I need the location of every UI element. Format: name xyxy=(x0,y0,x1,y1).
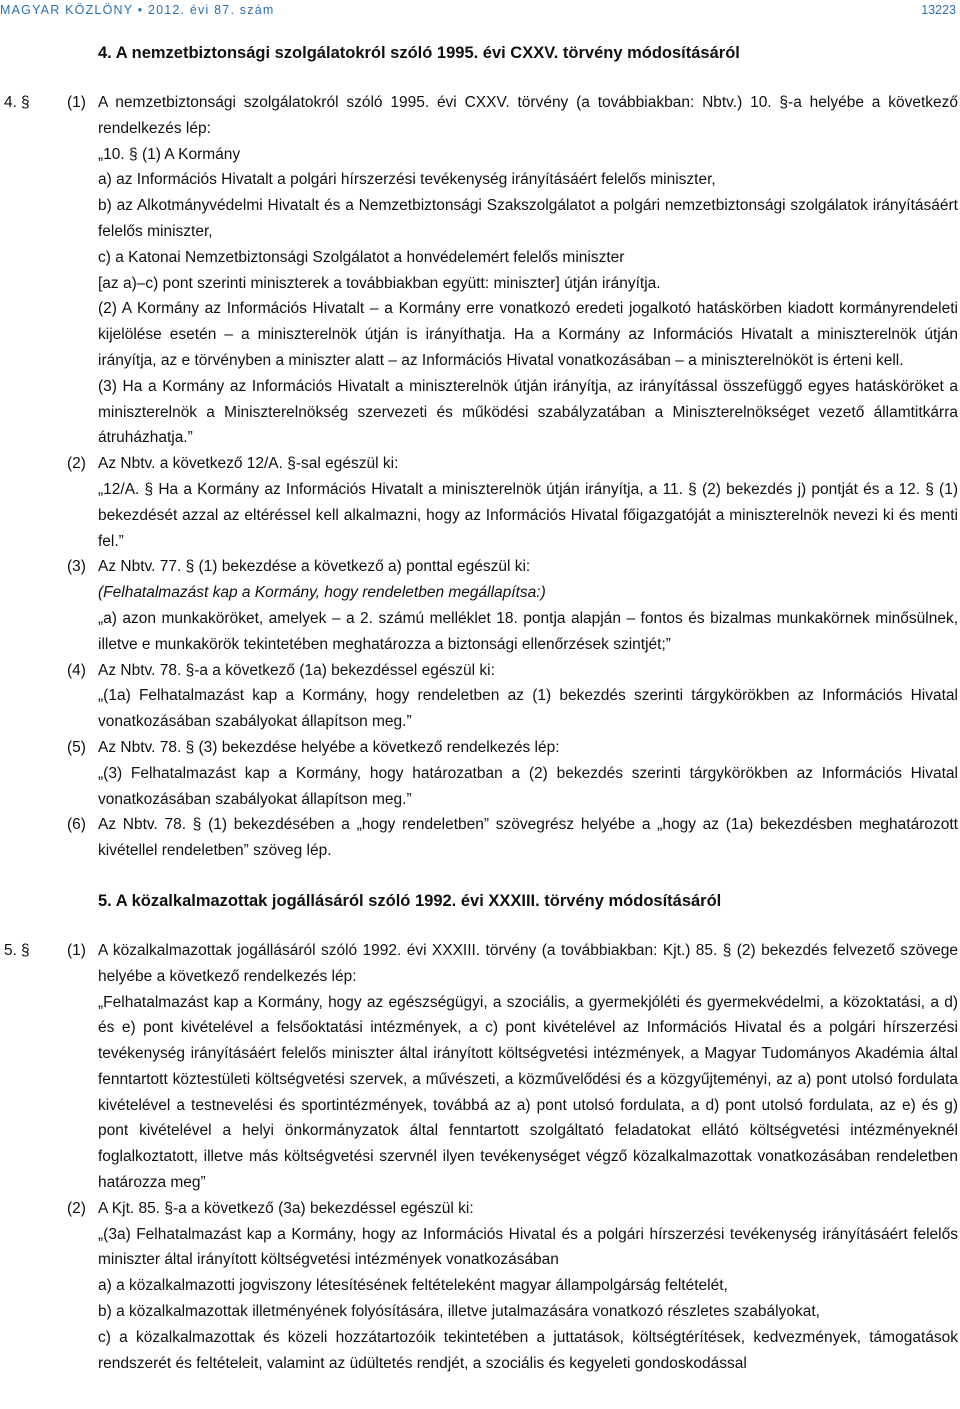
section-4-paragraph-3 xyxy=(0,554,960,657)
paragraph-intro: A nemzetbiztonsági szolgálatokról szóló 1995. évi CXXV. törvény (a továbbiakban: Nbtv.) 10. §-a helyébe a következő rendelkezés lép: xyxy=(98,94,958,137)
paragraph-text: Az Nbtv. 78. § (1) bekezdésében a „hogy rendeletben” szövegrész helyébe a „hogy az (1a) bekezdésben meghatározott kivétellel rendeletben” szöveg lép. xyxy=(98,816,958,860)
section-heading-5: 5. A közalkalmazottak jogállásáról szóló 1992. évi XXXIII. törvény módosításáról xyxy=(98,891,722,910)
paragraph-number: (5) xyxy=(67,738,86,756)
quoted-line: „10. § (1) A Kormány xyxy=(98,145,241,163)
section-symbol: § xyxy=(21,941,30,959)
section-number: 4. xyxy=(4,94,17,111)
paragraph-intro: Az Nbtv. a következő 12/A. §-sal egészül ki: xyxy=(98,455,399,473)
paragraph-intro: A Kjt. 85. §-a a következő (3a) bekezdéssel egészül ki: xyxy=(98,1199,474,1217)
paragraph-number: (4) xyxy=(67,661,86,679)
section-4-paragraph-4 xyxy=(0,658,960,735)
section-4-paragraph-5 xyxy=(0,735,960,812)
italic-context: (Felhatalmazást kap a Kormány, hogy rendeletben megállapítsa:) xyxy=(98,584,546,602)
section-4-paragraph-2 xyxy=(0,451,960,554)
quoted-line: c) a Katonai Nemzetbiztonsági Szolgálatot a honvédelemért felelős miniszter xyxy=(98,248,625,266)
paragraph-intro: Az Nbtv. 78. §-a a következő (1a) bekezdéssel egészül ki: xyxy=(98,661,495,679)
page-header xyxy=(0,0,960,17)
section-5-paragraph-2 xyxy=(0,1196,960,1377)
quoted-line: „(3a) Felhatalmazást kap a Kormány, hogy az Információs Hivatal és a polgári hírszerzési tevékenység irányításáért felelős miniszter által irányított költségvetési intézmények vonatkozásában xyxy=(98,1225,958,1269)
quoted-text: „12/A. § Ha a Kormány az Információs Hivatalt a miniszterelnök útján irányítja, a 11. § (2) bekezdés j) pontját és a 12. § (1) bekezdését azzal az eltéréssel kell alkalmazni, hogy az Információs Hivatal főigazgatóját a miniszterelnök nevezi ki és menti fel.” xyxy=(98,480,958,550)
section-5-paragraph-1 xyxy=(0,938,960,1196)
quoted-line: a) a közalkalmazotti jogviszony létesítésének feltételeként magyar állampolgárság feltételét, xyxy=(98,1277,728,1295)
paragraph-intro: A közalkalmazottak jogállásáról szóló 1992. évi XXXIII. törvény (a továbbiakban: Kjt.) 85. § (2) bekezdés felvezető szövege helyébe a következő rendelkezés lép: xyxy=(98,941,958,985)
section-number: 5. xyxy=(4,941,17,959)
paragraph-number: (2) xyxy=(67,1199,86,1217)
section-symbol: § xyxy=(21,94,30,111)
paragraph-number: (2) xyxy=(67,455,86,473)
quoted-text: „(1a) Felhatalmazást kap a Kormány, hogy rendeletben az (1) bekezdés szerinti tárgykörökben az Információs Hivatal vonatkozásában szabályokat állapítson meg.” xyxy=(98,687,958,731)
quoted-line: c) a közalkalmazottak és közeli hozzátartozóik tekintetében a juttatások, költségtérítések, kedvezmények, támogatások rendszerét és feltételeit, valamint az üdültetés rendjét, a szociális és kegyeleti gondoskodással xyxy=(98,1328,958,1372)
paragraph-number: (1) xyxy=(67,94,86,111)
quoted-line: (2) A Kormány az Információs Hivatalt – a Kormány erre vonatkozó eredeti jogalkotó hatáskörben kiadott kormányrendeleti kijelölése esetén – a miniszterelnök útján is irányíthatja. Ha a Kormány az Információs Hivatalt a miniszterelnök útján irányítja, az e törvényben a miniszter alatt – az Információs Hivatal vonatkozásában – a miniszterelnököt is érteni kell. xyxy=(98,300,958,369)
quoted-line: a) az Információs Hivatalt a polgári hírszerzési tevékenység irányításáért felelős miniszter, xyxy=(98,171,716,189)
section-4-paragraph-1 xyxy=(0,90,960,451)
quoted-line: [az a)–c) pont szerinti miniszterek a továbbiakban együtt: miniszter] útján irányítja. xyxy=(98,274,661,292)
quoted-text: „a) azon munkaköröket, amelyek – a 2. számú melléklet 18. pontja alapján – fontos és bizalmas munkakörnek minősülnek, illetve e munkakörök tekintetében meghatározza a biztonsági ellenőrzések szintjét;” xyxy=(98,609,958,653)
paragraph-intro: Az Nbtv. 77. § (1) bekezdése a következő a) ponttal egészül ki: xyxy=(98,558,531,576)
quoted-text: „(3) Felhatalmazást kap a Kormány, hogy határozatban a (2) bekezdés szerinti tárgykörökben az Információs Hivatal vonatkozásában szabályokat állapítson meg.” xyxy=(98,764,958,808)
paragraph-intro: Az Nbtv. 78. § (3) bekezdése helyébe a következő rendelkezés lép: xyxy=(98,738,560,756)
paragraph-number: (6) xyxy=(67,816,86,834)
section-heading-4: 4. A nemzetbiztonsági szolgálatokról szóló 1995. évi CXXV. törvény módosításáról xyxy=(98,44,740,62)
paragraph-number: (3) xyxy=(67,558,86,576)
quoted-text: „Felhatalmazást kap a Kormány, hogy az egészségügyi, a szociális, a gyermekjóléti és gyermekvédelmi, a közoktatási, a d) és e) pont kivételével a felsőoktatási intézmények, a c) pont kivételével az Információs Hivatal és a polgári hírszerzési tevékenység irányításáért felelős miniszter által irányított költségvetési intézmények, a Magyar Tudományos Akadémia által fenntartott köztestületi költségvetési szervek, a művészeti, a közművelődési és a közgyűjteményi, az a) pont utolsó fordulata kivételével a testnevelési és sportintézmények, továbbá az a) pont utolsó fordulata, a d) pont utolsó fordulata, az e) és g) pont kivételével a helyi önkormányzatok által fenntartott szolgáltató feladatokat ellátó költségvetési intézményeknél foglalkoztatott, illetve más költségvetési szervnél ilyen tevékenységet végző közalkalmazottak vonatkozásában rendeletben határozza meg” xyxy=(98,993,958,1192)
quoted-line: b) a közalkalmazottak illetményének folyósítására, illetve jutalmazására vonatkozó részletes szabályokat, xyxy=(98,1303,820,1321)
paragraph-number: (1) xyxy=(67,941,86,959)
page-content xyxy=(0,40,960,1376)
quoted-line: (3) Ha a Kormány az Információs Hivatalt a miniszterelnök útján irányítja, az irányítással összefüggő egyes hatásköröket a miniszterelnök a Miniszterelnökség szervezeti és működési szabályzatában a Miniszterelnökséget vezető államtitkárra átruházhatja.” xyxy=(98,377,958,447)
journal-title: MAGYAR KÖZLÖNY • 2012. évi 87. szám xyxy=(0,3,275,17)
page-number: 13223 xyxy=(921,3,956,17)
quoted-line: b) az Alkotmányvédelmi Hivatalt és a Nemzetbiztonsági Szakszolgálatot a polgári nemzetbiztonsági szolgálatok irányításáért felelős miniszter, xyxy=(98,197,958,240)
section-4-paragraph-6 xyxy=(0,812,960,864)
